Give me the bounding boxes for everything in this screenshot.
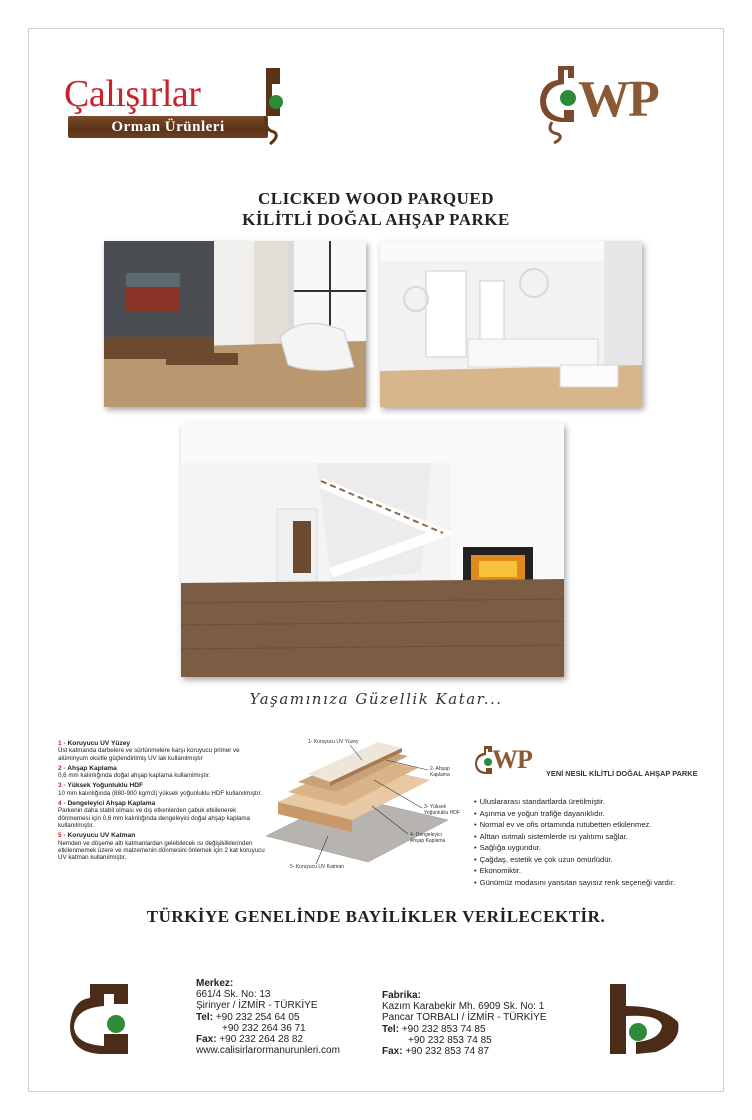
list-item: • Günümüz modasını yansıtan sayısız renk seçeneği vardır. [474, 877, 714, 889]
living-room-photo-white [380, 241, 642, 407]
headline-line1: CLICKED WOOD PARQUED [257, 189, 495, 208]
calisirlar-logo [64, 66, 284, 146]
cwp-small-mark-icon [474, 745, 494, 785]
layer-desc: Nemden ve döşeme altı katmanlardan gelebilecek ısı değişikliklerinden etkilenmemek üzere ve malzemenin dönmesini önlemek için 2 kat koruyucu UV katman kullanılmıştır. [58, 839, 265, 862]
fabrika-fax-label: Fax: [382, 1046, 403, 1058]
parquet-layer-diagram [258, 736, 478, 876]
merkez-addr1: 661/4 Sk. No: 13 [196, 989, 271, 1001]
fabrika-label: Fabrika: [382, 990, 421, 1001]
cwp-logo-text: WP [578, 71, 658, 128]
slogan: Yaşamınıza Güzellik Katar... [249, 690, 503, 708]
fabrika-tel1: +90 232 853 74 85 [401, 1023, 486, 1035]
layer-desc: 0,6 mm kalınlığında doğal ahşap kaplama kullanılmıştır. [58, 772, 211, 780]
diagram-label-3: 3- Yüksek Yoğunluklu HDF [424, 804, 460, 816]
fabrika-addr2: Pancar TORBALI / İZMİR - TÜRKİYE [382, 1012, 547, 1024]
layer-item-5 [58, 832, 268, 861]
layer-desc: 10 mm kalınlığında (880-900 kg/m3) yüksek yoğunluklu HDF kullanılmıştır. [58, 789, 262, 797]
merkez-website-link[interactable]: www.calisirlarormanurunleri.com [196, 1045, 340, 1057]
layer-title: Koruyucu UV Yüzey [67, 740, 131, 747]
layer-item-2 [58, 765, 268, 780]
cwp-logo [538, 64, 688, 144]
diagram-label-5: 5- Koruyucu UV Katman [290, 864, 344, 870]
layer-title: Dengeleyici Ahşap Kaplama [67, 800, 156, 808]
fabrika-tel2: +90 232 853 74 85 [408, 1034, 492, 1046]
layer-item-1 [58, 740, 268, 762]
list-item: • Ekonomiktir. [474, 865, 714, 877]
layer-title: Yüksek Yoğunluklu HDF [67, 782, 144, 790]
layer-descriptions [58, 740, 268, 864]
merkez-label: Merkez: [196, 978, 234, 989]
list-item: • Alttan ısıtmalı sistemlerde ısı yalıtımı sağlar. [474, 831, 714, 843]
merkez-tel1: +90 232 254 64 05 [215, 1011, 300, 1023]
merkez-fax-label: Fax: [196, 1034, 217, 1046]
tree-mark-icon [262, 66, 284, 146]
merkez-addr2: Şirinyer / İZMİR - TÜRKİYE [196, 1000, 318, 1012]
fabrika-fax: +90 232 853 74 87 [405, 1046, 490, 1058]
layer-item-4 [58, 800, 268, 829]
footer-logo-left-icon [70, 982, 146, 1058]
layer-item-3 [58, 782, 268, 797]
layer-number: 2 - [58, 764, 66, 772]
layer-title: Ahşap Kaplama [67, 764, 117, 772]
list-item: • Aşınma ve yoğun trafiğe dayanıklıdır. [474, 808, 714, 820]
layer-title: Koruyucu UV Katman [67, 832, 136, 840]
layer-number: 1 - [58, 740, 66, 747]
layer-number: 4 - [58, 800, 66, 808]
merkez-tel-label: Tel: [196, 1011, 214, 1023]
layer-number: 3 - [58, 782, 66, 790]
brand-name: Çalışırlar [64, 73, 201, 115]
list-item: • Sağlığa uygundur. [474, 842, 714, 854]
merkez-fax: +90 232 264 28 82 [219, 1034, 304, 1046]
features-tagline: YENİ NESİL KİLİTLİ DOĞAL AHŞAP PARKE [546, 769, 698, 778]
list-item: • Uluslararası standartlarda üretilmiştir. [474, 796, 714, 808]
layer-number: 5 - [58, 832, 66, 840]
merkez-address [196, 978, 340, 1056]
footer-logo-right-icon [606, 982, 682, 1058]
diagram-label-4: 4- Dengeleyici Ahşap Kaplama [410, 832, 446, 844]
living-room-photo-dark [104, 241, 366, 407]
fabrika-address [382, 990, 547, 1057]
features-logo-text: WP [492, 745, 532, 774]
staircase-room-photo [181, 423, 564, 677]
dealers-banner: TÜRKİYE GENELİNDE BAYİLİKLER VERİLECEKTİR. [146, 907, 606, 926]
headline-line2: KİLİTLİ DOĞAL AHŞAP PARKE [242, 210, 510, 229]
brand-subtitle: Orman Ürünleri [68, 116, 268, 138]
fabrika-addr1: Kazım Karabekir Mh. 6909 Sk. No: 1 [382, 1001, 545, 1013]
fabrika-tel-label: Tel: [382, 1023, 400, 1035]
features-header [474, 745, 704, 785]
layer-desc: Parkenin daha stabil olması ve dış etkenlerden çabuk etkilenerek dönmemesi için 0,6 mm kalınlığında dengeleyici doğal ahşap kaplama kullanılmıştır. [58, 807, 250, 829]
features-list [474, 796, 714, 888]
cwp-c-mark-icon [538, 64, 582, 144]
diagram-label-1: 1- Koruyucu UV Yüzey [308, 739, 359, 745]
merkez-tel2: +90 232 264 36 71 [222, 1022, 306, 1034]
list-item: • Normal ev ve ofis ortamında rutubetten etkilenmez. [474, 819, 714, 831]
diagram-label-2: 2- Ahşap Kaplama [430, 766, 450, 778]
layer-desc: Üst katmanda darbelere ve sürtünmelere karşı koruyucu primer ve alüminyum oksitle güçlendirilmiş UV lak kullanılmıştır [58, 747, 240, 762]
list-item: • Çağdaş, estetik ve çok uzun ömürlüdür. [474, 854, 714, 866]
